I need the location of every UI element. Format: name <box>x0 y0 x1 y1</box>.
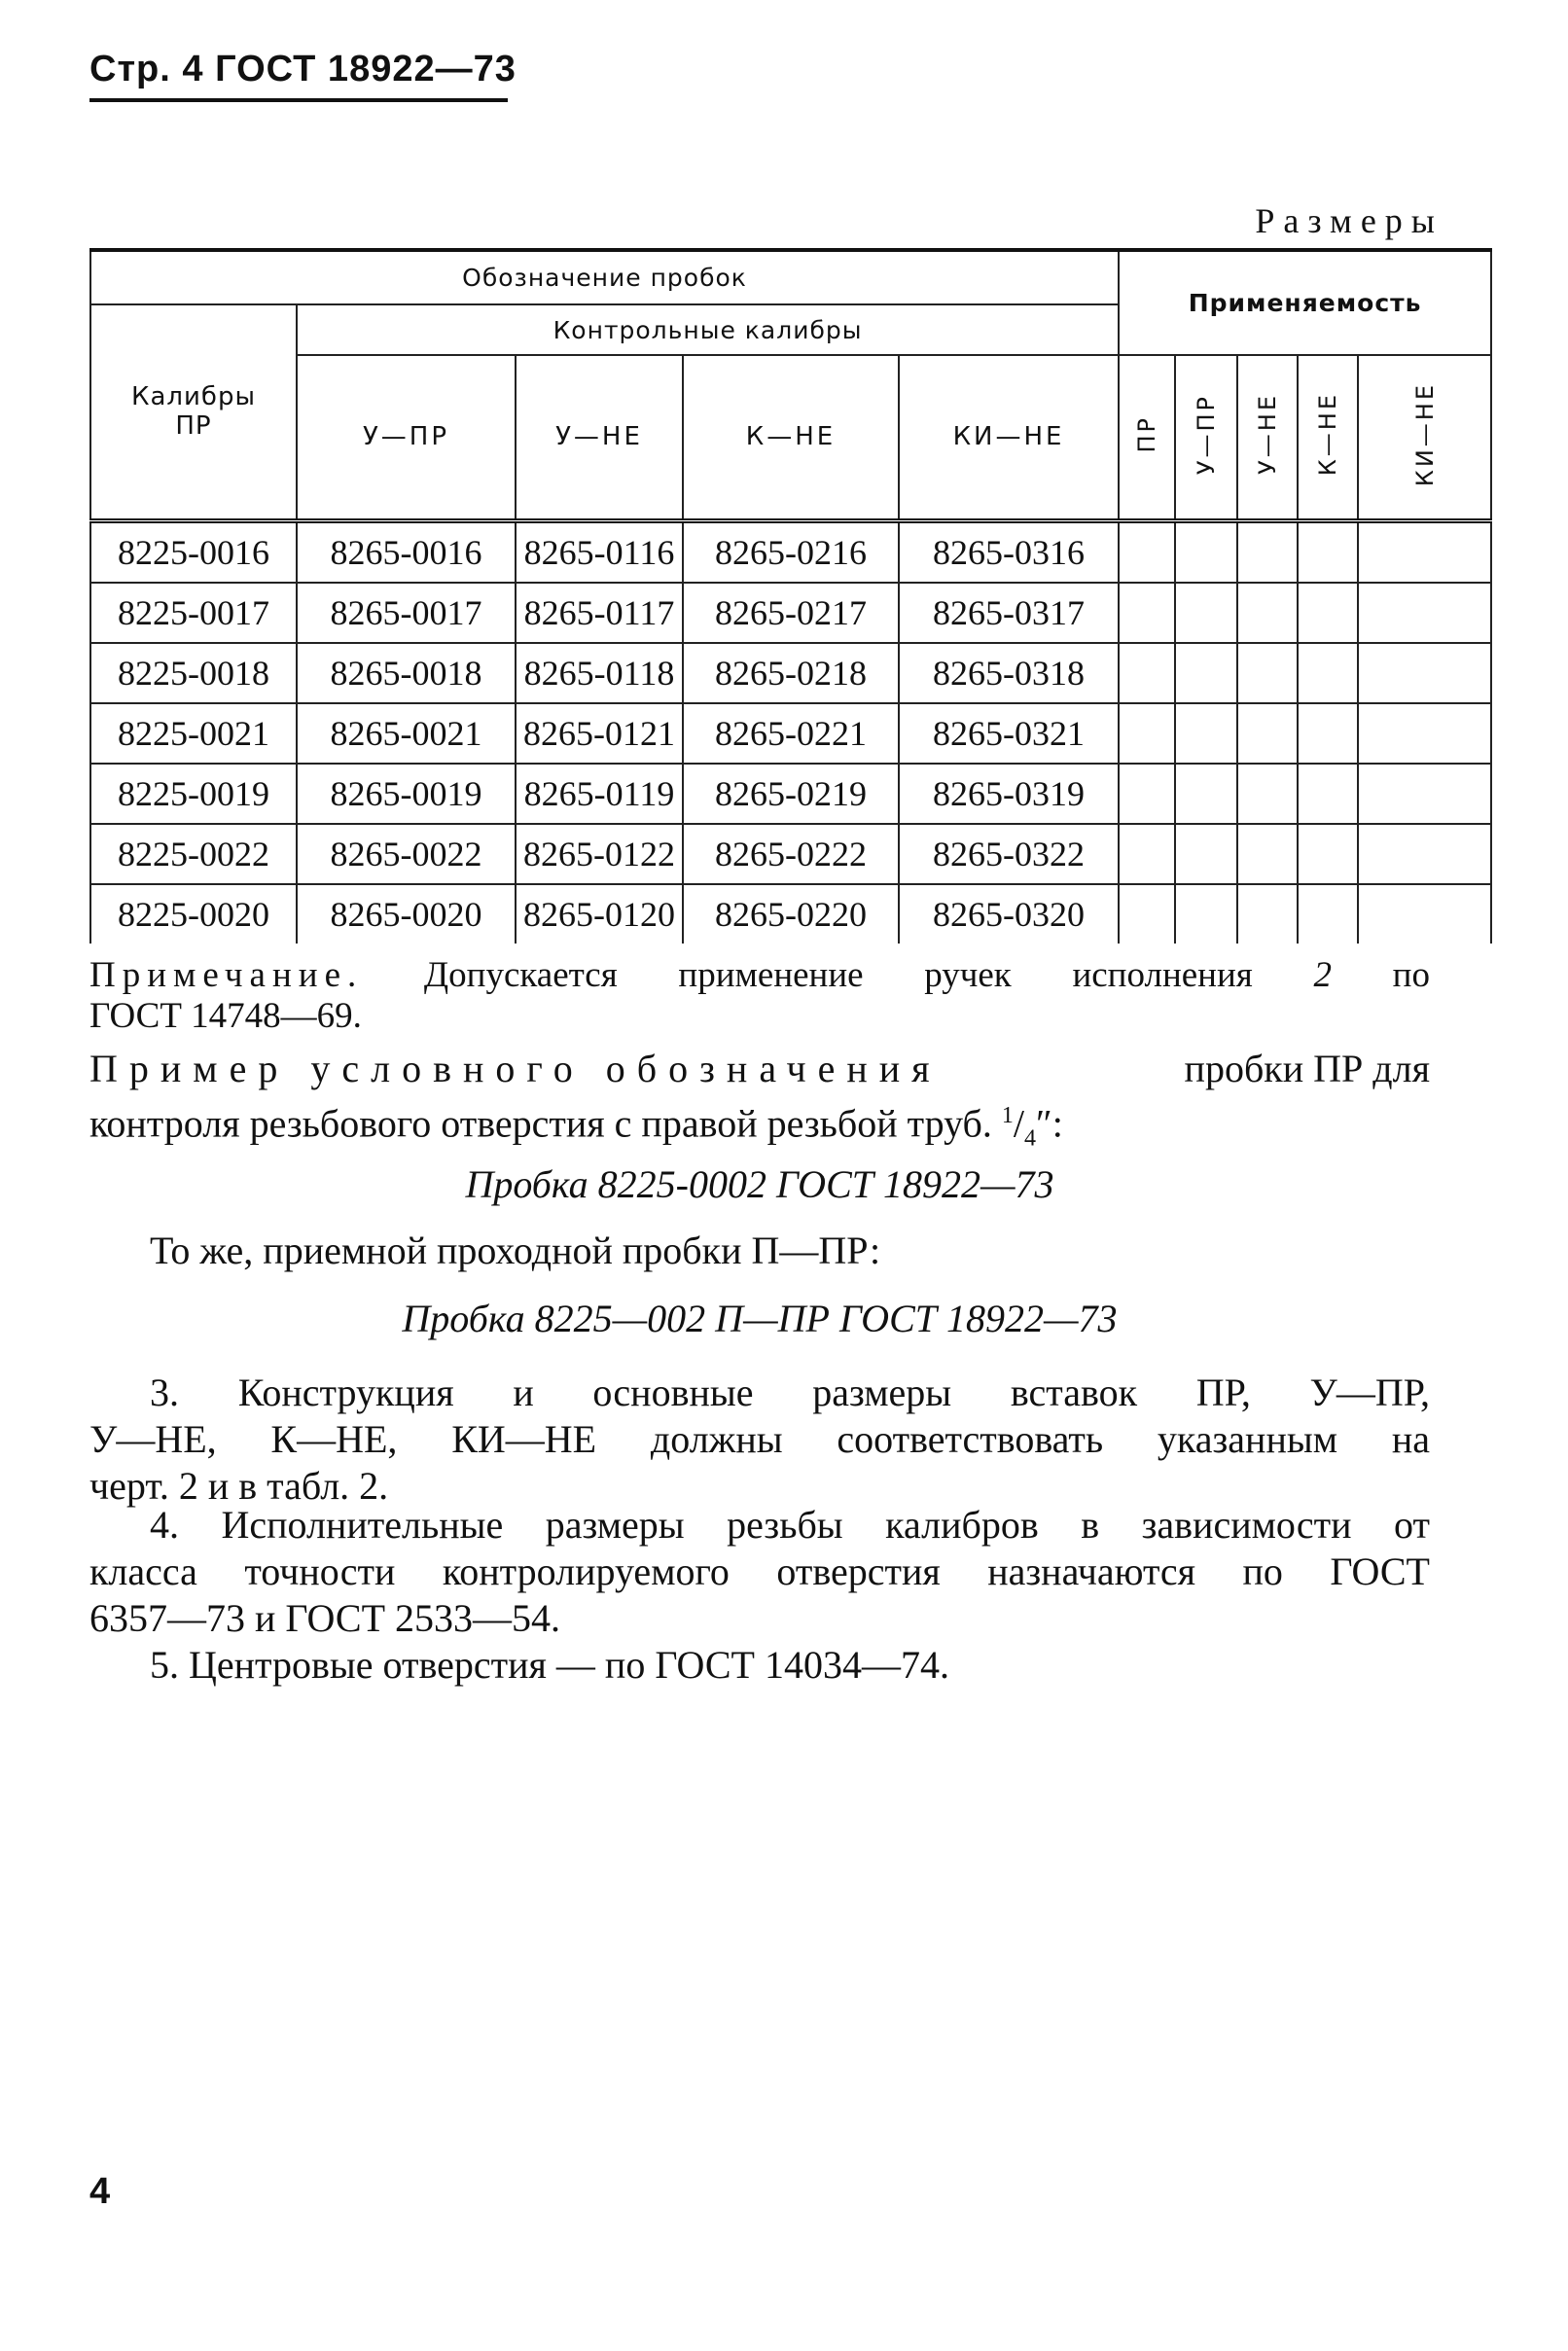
col-header-u-ne: У—НЕ <box>516 355 683 520</box>
app-cell <box>1298 520 1358 583</box>
clause-5: 5. Центровые отверстия — по ГОСТ 14034—74. <box>150 1643 949 1687</box>
table-cell: 8225-0016 <box>90 520 297 583</box>
app-cell <box>1237 583 1298 643</box>
app-cell <box>1298 583 1358 643</box>
note-line-1 <box>89 955 1430 996</box>
calibers-pr-header <box>90 304 297 520</box>
table-cell: 8265-0122 <box>516 824 683 884</box>
table-cell: 8265-0318 <box>899 643 1119 703</box>
calibers-pr-label: Калибры ПР <box>131 382 256 442</box>
app-cell <box>1358 764 1491 824</box>
designation-formula-1: Пробка 8225-0002 ГОСТ 18922—73 <box>465 1162 1054 1206</box>
table-cell: 8265-0218 <box>683 643 899 703</box>
example-intro-rest: пробки ПР для <box>1184 1047 1430 1090</box>
clause-4-line-3: 6357—73 и ГОСТ 2533—54. <box>89 1596 561 1640</box>
app-cell <box>1119 703 1175 764</box>
app-cell <box>1175 824 1237 884</box>
app-col-pr-label: ПР <box>1133 414 1161 453</box>
table-row <box>90 583 1491 643</box>
clause-3-line-2: У—НЕ, К—НЕ, КИ—НЕ должны соответствовать указанным на <box>89 1417 1430 1461</box>
note-number: 2 <box>1313 955 1332 995</box>
table-cell: 8225-0021 <box>90 703 297 764</box>
app-col-ki-ne-label: КИ—НЕ <box>1410 381 1439 486</box>
app-cell <box>1119 520 1175 583</box>
app-cell <box>1119 643 1175 703</box>
app-cell <box>1237 884 1298 944</box>
note-word: по <box>1392 955 1430 995</box>
table-cell: 8265-0121 <box>516 703 683 764</box>
example-line-2-text: контроля резьбового отверстия с правой резьбой труб. <box>89 1101 1002 1146</box>
note-word: Допускается <box>423 955 618 995</box>
table-cell: 8265-0222 <box>683 824 899 884</box>
note-label: Примечание. <box>89 955 364 995</box>
app-cell <box>1237 703 1298 764</box>
applicability-header: Применяемость <box>1119 250 1491 355</box>
table-cell: 8265-0018 <box>297 643 516 703</box>
app-cell <box>1175 583 1237 643</box>
app-cell <box>1358 884 1491 944</box>
table-row <box>90 824 1491 884</box>
designation-formula-2: Пробка 8225—002 П—ПР ГОСТ 18922—73 <box>402 1297 1118 1340</box>
example-line-2: контроля резьбового отверстия с правой резьбой труб. $^1/_4''$: <box>89 1101 1063 1152</box>
app-col-k-ne <box>1298 355 1358 520</box>
table-cell: 8265-0120 <box>516 884 683 944</box>
clause-4-line-2: класса точности контролируемого отверстия назначаются по ГОСТ <box>89 1550 1430 1593</box>
app-cell <box>1358 520 1491 583</box>
example-paragraph <box>89 1046 1430 1161</box>
app-cell <box>1175 764 1237 824</box>
fraction-numerator: 1 <box>1001 1103 1014 1128</box>
clause-3-line-3: черт. 2 и в табл. 2. <box>89 1464 389 1508</box>
app-cell <box>1358 703 1491 764</box>
table-cell: 8265-0021 <box>297 703 516 764</box>
calibers-table <box>89 248 1492 944</box>
table-row <box>90 884 1491 944</box>
app-cell <box>1298 643 1358 703</box>
clause-3-line-1: 3. Конструкция и основные размеры вставок ПР, У—ПР, <box>150 1371 1430 1414</box>
app-col-u-ne <box>1237 355 1298 520</box>
header-rule <box>89 98 508 102</box>
table-cell: 8265-0017 <box>297 583 516 643</box>
app-cell <box>1119 764 1175 824</box>
app-cell <box>1298 884 1358 944</box>
page-number: 4 <box>89 2171 111 2212</box>
group-header: Обозначение пробок <box>90 250 1119 304</box>
app-cell <box>1175 643 1237 703</box>
fraction-denominator: 4 <box>1024 1125 1037 1152</box>
table-cell: 8265-0320 <box>899 884 1119 944</box>
note-word: применение <box>678 955 864 995</box>
app-cell <box>1237 764 1298 824</box>
table-cell: 8265-0219 <box>683 764 899 824</box>
table-cell: 8265-0322 <box>899 824 1119 884</box>
app-cell <box>1175 884 1237 944</box>
table-cell: 8265-0319 <box>899 764 1119 824</box>
table-cell: 8225-0020 <box>90 884 297 944</box>
app-col-k-ne-label: К—НЕ <box>1314 392 1342 477</box>
table-note <box>89 955 1430 1037</box>
table-row <box>90 703 1491 764</box>
table-cell: 8225-0022 <box>90 824 297 884</box>
table-cell: 8265-0217 <box>683 583 899 643</box>
table-cell: 8265-0117 <box>516 583 683 643</box>
app-cell <box>1175 520 1237 583</box>
app-col-u-pr-label: У—ПР <box>1193 393 1221 475</box>
clause-4-line-1: 4. Исполнительные размеры резьбы калибров в зависимости от <box>150 1503 1430 1547</box>
app-col-u-ne-label: У—НЕ <box>1254 393 1282 476</box>
table-row <box>90 764 1491 824</box>
table-cell: 8265-0118 <box>516 643 683 703</box>
app-col-ki-ne <box>1358 355 1491 520</box>
table-cell: 8225-0017 <box>90 583 297 643</box>
app-cell <box>1119 824 1175 884</box>
clause-3 <box>89 1370 1430 1510</box>
table-cell: 8265-0020 <box>297 884 516 944</box>
app-col-u-pr <box>1175 355 1237 520</box>
table-cell: 8265-0119 <box>516 764 683 824</box>
example-intro: Пример условного обозначения <box>89 1047 942 1090</box>
col-header-k-ne: К—НЕ <box>683 355 899 520</box>
table-cell: 8265-0221 <box>683 703 899 764</box>
page-header: Стр. 4 ГОСТ 18922—73 <box>89 49 517 89</box>
app-cell <box>1298 764 1358 824</box>
table-cell: 8265-0022 <box>297 824 516 884</box>
app-cell <box>1119 583 1175 643</box>
app-cell <box>1358 824 1491 884</box>
table-cell: 8265-0316 <box>899 520 1119 583</box>
app-cell <box>1175 703 1237 764</box>
table-cell: 8225-0019 <box>90 764 297 824</box>
app-cell <box>1237 643 1298 703</box>
same-pr-line: То же, приемной проходной пробки П—ПР: <box>150 1229 881 1272</box>
table-cell: 8265-0016 <box>297 520 516 583</box>
app-cell <box>1237 520 1298 583</box>
note-word: исполнения <box>1072 955 1253 995</box>
control-header: Контрольные калибры <box>297 304 1119 355</box>
table-cell: 8265-0116 <box>516 520 683 583</box>
note-line-2: ГОСТ 14748—69. <box>89 996 362 1036</box>
table-cell: 8265-0317 <box>899 583 1119 643</box>
app-cell <box>1298 703 1358 764</box>
app-cell <box>1298 824 1358 884</box>
app-cell <box>1358 583 1491 643</box>
app-col-pr <box>1119 355 1175 520</box>
example-line-1 <box>89 1046 1430 1092</box>
app-cell <box>1119 884 1175 944</box>
app-cell <box>1237 824 1298 884</box>
fraction-suffix: ″: <box>1036 1101 1063 1146</box>
table-cell: 8265-0321 <box>899 703 1119 764</box>
table-cell: 8265-0216 <box>683 520 899 583</box>
app-cell <box>1358 643 1491 703</box>
table-cell: 8265-0220 <box>683 884 899 944</box>
clause-4 <box>89 1502 1430 1642</box>
table-caption: Размеры <box>1255 201 1443 240</box>
note-word: ручек <box>924 955 1012 995</box>
table-cell: 8225-0018 <box>90 643 297 703</box>
table-row <box>90 520 1491 583</box>
col-header-ki-ne: КИ—НЕ <box>899 355 1119 520</box>
col-header-u-pr: У—ПР <box>297 355 516 520</box>
table-row <box>90 643 1491 703</box>
table-cell: 8265-0019 <box>297 764 516 824</box>
